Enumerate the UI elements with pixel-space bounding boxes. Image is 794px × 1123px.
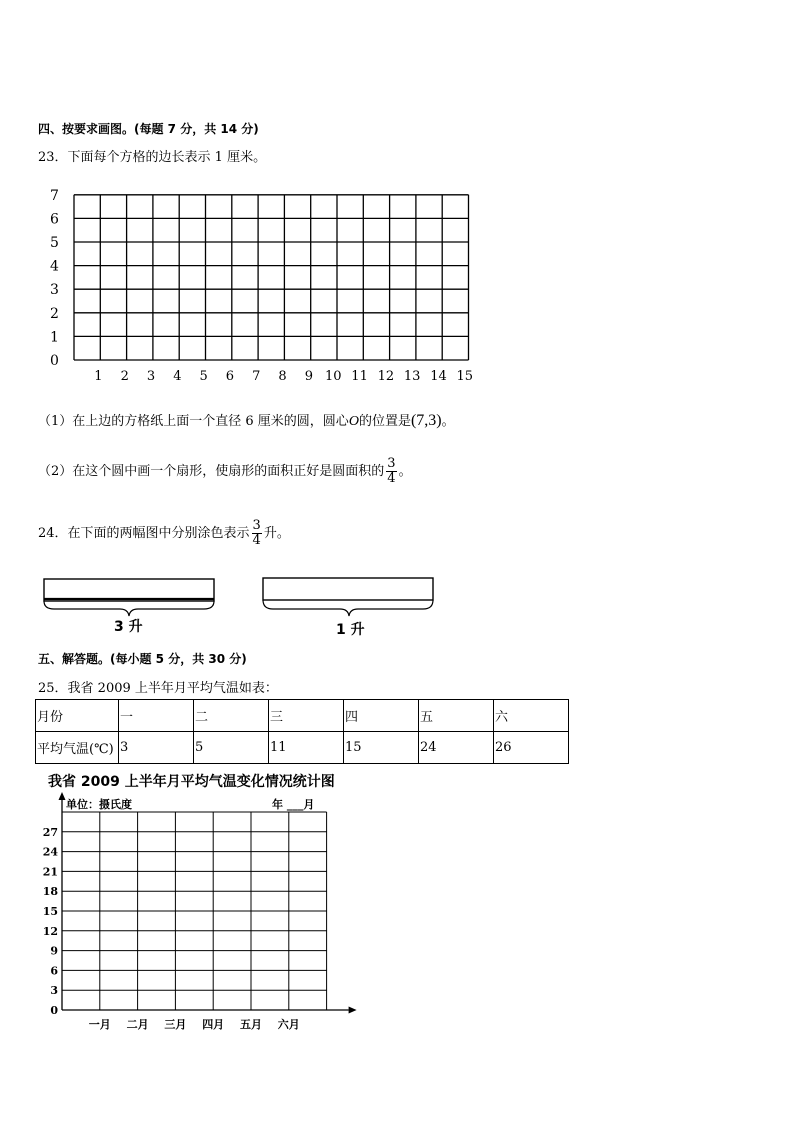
- q23-part2-end: 。: [398, 464, 412, 479]
- chart-x-tick-label: 四月: [202, 1018, 225, 1031]
- chart-x-tick-label: 五月: [240, 1018, 262, 1031]
- grid-x-tick-label: 5: [199, 369, 208, 384]
- grid-y-tick-label: 3: [50, 282, 59, 299]
- table-cell: 月份: [36, 700, 119, 732]
- grid-x-tick-label: 7: [252, 369, 261, 384]
- table-cell: 一: [119, 700, 194, 732]
- q24-fraction-den: 4: [252, 533, 261, 548]
- temperature-table: [35, 699, 569, 764]
- q23-part2: [38, 454, 412, 490]
- container-3L-brace: [44, 601, 214, 616]
- table-cell: 六: [494, 700, 569, 732]
- container-3L-bar[interactable]: [44, 579, 214, 601]
- table-cell: 五: [419, 700, 494, 732]
- chart-y-tick-label: 6: [50, 964, 58, 978]
- table-cell: 15: [344, 732, 419, 764]
- q23-stem: 23．下面每个方格的边长表示 1 厘米。: [38, 150, 267, 165]
- table-cell: 26: [494, 732, 569, 764]
- q23-center-var: O: [348, 414, 359, 429]
- grid-y-tick-label: 4: [50, 258, 59, 275]
- grid-x-tick-label: 10: [325, 369, 342, 384]
- grid-y-tick-label: 2: [50, 305, 59, 322]
- grid-x-tick-label: 3: [146, 369, 156, 384]
- table-cell: 3: [119, 732, 194, 764]
- chart-x-tick-label: 二月: [126, 1018, 149, 1031]
- grid-x-tick-label: 9: [304, 369, 313, 384]
- grid-x-tick-label: 13: [403, 369, 421, 384]
- chart-y-tick-label: 3: [50, 984, 58, 998]
- chart-unit-label: 单位：摄氏度: [66, 798, 132, 811]
- table-cell: 24: [419, 732, 494, 764]
- grid-x-tick-label: 1: [94, 369, 103, 384]
- container-3L-label: 3 升: [114, 619, 143, 635]
- chart-y-tick-label: 9: [50, 944, 58, 958]
- chart-y-tick-label: 18: [42, 885, 58, 899]
- grid-y-tick-label: 7: [50, 187, 59, 204]
- grid-y-tick-label: 6: [50, 211, 59, 228]
- chart-y-tick-label: 12: [42, 924, 58, 938]
- q23-center-coord: (7,3): [410, 412, 442, 429]
- grid-x-tick-label: 12: [377, 369, 395, 384]
- chart-x-tick-label: 六月: [277, 1018, 300, 1031]
- q24-stem-text: 24．在下面的两幅图中分别涂色表示: [38, 526, 250, 541]
- grid-x-tick-label: 8: [278, 369, 287, 384]
- chart-x-tick-label: 三月: [164, 1018, 187, 1031]
- table-cell: 5: [194, 732, 269, 764]
- table-cell: 平均气温(℃): [36, 732, 119, 764]
- table-cell: 四: [344, 700, 419, 732]
- chart-y-tick-label: 21: [42, 865, 58, 879]
- table-cell: 11: [269, 732, 344, 764]
- chart-y-tick-label: 27: [42, 825, 58, 839]
- table-cell: 三: [269, 700, 344, 732]
- q23-part2-text: （2）在这个圆中画一个扇形，使扇形的面积正好是圆面积的: [38, 464, 385, 479]
- q23-part1-mid: 的位置是: [358, 414, 411, 429]
- table-cell: 二: [194, 700, 269, 732]
- q23-part1-text: （1）在上边的方格纸上面一个直径 6 厘米的圆，圆心: [38, 414, 349, 429]
- temperature-chart[interactable]: [30, 790, 360, 1040]
- chart-x-axis-arrow: [349, 1007, 357, 1014]
- table-row-temps: [36, 732, 569, 764]
- container-1L-label: 1 升: [336, 622, 365, 638]
- grid-y-tick-label: 0: [50, 353, 59, 369]
- grid-x-tick-label: 15: [456, 369, 474, 384]
- q24-fraction: [252, 519, 262, 548]
- table-row-months: [36, 700, 569, 732]
- grid-y-tick-label: 5: [50, 235, 59, 251]
- chart-y-tick-label: 15: [42, 905, 58, 918]
- q23-fraction-num: 3: [387, 456, 396, 471]
- grid-x-tick-label: 11: [351, 369, 368, 384]
- q24-stem: [38, 516, 290, 552]
- chart-y-axis-arrow: [59, 792, 66, 800]
- q23-part1: [38, 410, 455, 430]
- q25-stem: 25．我省 2009 上半年月平均气温如表：: [38, 681, 278, 696]
- q24-fraction-num: 3: [252, 518, 261, 533]
- chart-y-tick-label: 24: [42, 845, 58, 859]
- q23-part1-end: 。: [441, 414, 455, 429]
- grid-x-tick-label: 4: [173, 369, 182, 384]
- coordinate-grid: [40, 182, 490, 387]
- chart-y-tick-label: 0: [50, 1004, 58, 1017]
- grid-y-tick-label: 1: [50, 329, 59, 346]
- grid-x-tick-label: 6: [225, 369, 235, 384]
- chart-date-label: 年 ___月: [272, 798, 315, 811]
- q23-fraction: [386, 457, 396, 486]
- container-1L-bar[interactable]: [263, 578, 433, 600]
- section-5-heading: 五、解答题。(每小题 5 分，共 30 分): [38, 652, 247, 666]
- section-4-heading: 四、按要求画图。(每题 7 分，共 14 分): [38, 122, 259, 136]
- q23-fraction-den: 4: [387, 471, 396, 486]
- grid-x-tick-label: 14: [430, 369, 447, 384]
- container-1L-brace: [263, 600, 433, 616]
- chart-x-tick-label: 一月: [88, 1018, 111, 1031]
- chart-title: 我省 2009 上半年月平均气温变化情况统计图: [48, 774, 335, 790]
- q24-unit: 升。: [263, 526, 290, 541]
- grid-x-tick-label: 2: [120, 369, 129, 384]
